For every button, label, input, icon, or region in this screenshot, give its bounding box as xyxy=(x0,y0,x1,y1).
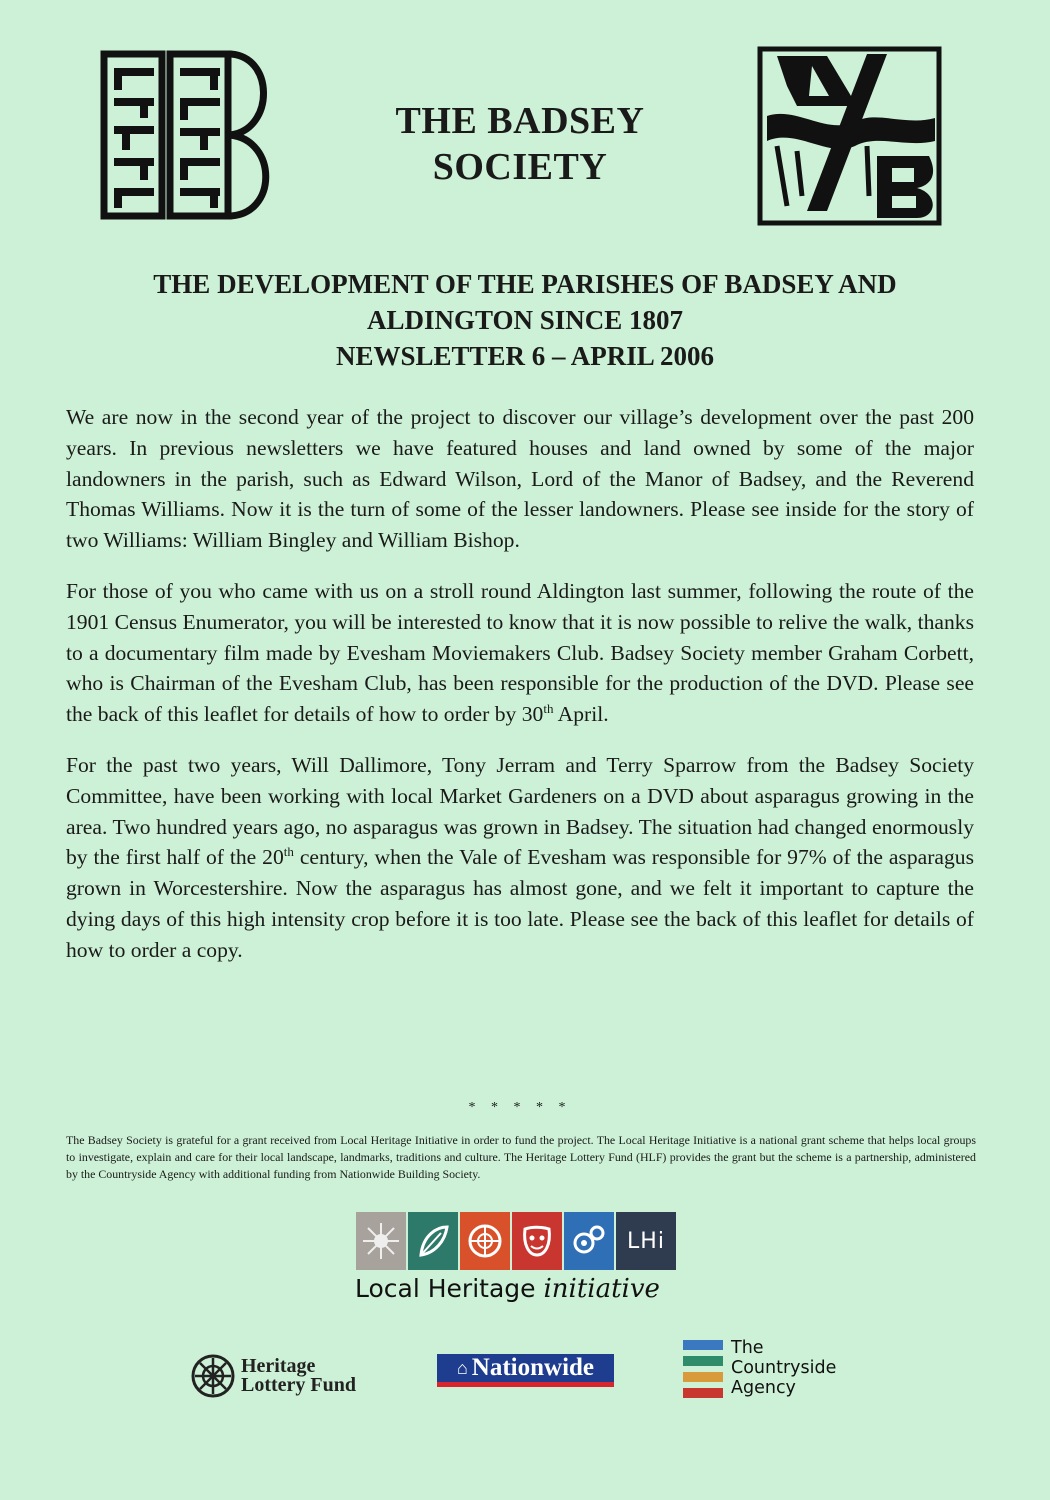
society-title-line1: THE BADSEY xyxy=(395,100,645,142)
lhi-caption-regular: Local Heritage xyxy=(355,1274,544,1303)
heritage-lottery-fund-logo xyxy=(191,1346,391,1406)
mask-icon xyxy=(512,1212,562,1270)
society-title xyxy=(340,98,700,190)
lhi-logo-strip xyxy=(356,1212,686,1272)
headline-line2: ALDINGTON SINCE 1807 xyxy=(366,305,684,335)
lhi-caption xyxy=(355,1274,695,1304)
countryside-stripes-icon xyxy=(683,1340,723,1398)
nationwide-label: Nationwide xyxy=(471,1354,595,1381)
sunburst-icon xyxy=(356,1212,406,1270)
countryside-line2: Countryside xyxy=(731,1358,837,1378)
hlf-line2: Lottery Fund xyxy=(241,1374,356,1396)
countryside-line1: The xyxy=(731,1338,764,1358)
hlf-line1: Heritage xyxy=(241,1355,316,1377)
headline-line3: NEWSLETTER 6 – APRIL 2006 xyxy=(335,341,715,371)
gears-icon xyxy=(564,1212,614,1270)
paragraph-asparagus-dvd-text: For the past two years, Will Dallimore, Tony Jerram and Terry Sparrow from the Badsey Society Committee, have been working with local Market Gardeners on a DVD about asparagus growing in the area. Two hundred years ago, no asparagus was grown in Badsey. The situation had changed enormously by the first half of the 20 xyxy=(66,752,974,870)
badsey-society-b-logo xyxy=(100,50,275,220)
lhi-tag: LHi xyxy=(616,1212,676,1270)
nationwide-house-icon: ⌂ xyxy=(456,1357,468,1378)
grant-acknowledgement: The Badsey Society is grateful for a grant received from Local Heritage Initiative in order to fund the project. The Local Heritage Initiative is a national grant scheme that helps local groups to investigate, explain and care for their local landscape, landmarks, traditions and culture. The Heritage Lottery Fund (HLF) provides the grant but the scheme is a partnership, administered by the Countryside Agency with additional funding from Nationwide Building Society. xyxy=(66,1133,976,1181)
countryside-line3: Agency xyxy=(731,1378,796,1398)
paragraph-aldington-dvd xyxy=(66,576,974,730)
hlf-emblem-icon xyxy=(191,1354,235,1398)
ordinal-suffix: th xyxy=(543,700,554,716)
window-icon xyxy=(460,1212,510,1270)
ab-monogram-logo xyxy=(757,46,942,226)
section-separator: * * * * * xyxy=(468,1100,572,1115)
paragraph-aldington-dvd-text: For those of you who came with us on a stroll round Aldington last summer, following the route of the 1901 Census Enumerator, you will be interested to know that it is now possible to relive the walk, thanks to a documentary film made by Evesham Moviemakers Club. Badsey Society member Graham Corbett, who is Chairman of the Evesham Club, has been responsible for the production of the DVD. Please see the back of this leaflet for details of how to order by 30 xyxy=(66,578,974,727)
ordinal-suffix: th xyxy=(283,844,294,860)
newsletter-headline xyxy=(40,266,1010,374)
paragraph-project-intro: We are now in the second year of the project to discover our village’s development over the past 200 years. In previous newsletters we have featured houses and land owned by some of the major landowners in the parish, such as Edward Wilson, Lord of the Manor of Badsey, and the Reverend Thomas Williams. Now it is the turn of some of the lesser landowners. Please see inside for the story of two Williams: William Bingley and William Bishop. xyxy=(66,405,974,553)
headline-line1: THE DEVELOPMENT OF THE PARISHES OF BADSEY AND xyxy=(153,269,897,299)
lhi-caption-italic: initiative xyxy=(543,1274,660,1304)
nationwide-logo xyxy=(437,1354,614,1387)
society-title-line2: SOCIETY xyxy=(432,146,608,188)
countryside-agency-logo xyxy=(683,1338,883,1402)
paragraph-asparagus-dvd xyxy=(66,750,974,966)
paragraph-asparagus-dvd-end: century, when the Vale of Evesham was responsible for 97% of the asparagus grown in Worcestershire. Now the asparagus has almost gone, and we felt it important to capture the dying days of this high intensity crop before it is too late. Please see the back of this leaflet for details of how to order a copy. xyxy=(66,845,974,962)
paragraph-aldington-dvd-end: April. xyxy=(553,702,609,727)
leaf-icon xyxy=(408,1212,458,1270)
newsletter-body xyxy=(66,402,974,986)
